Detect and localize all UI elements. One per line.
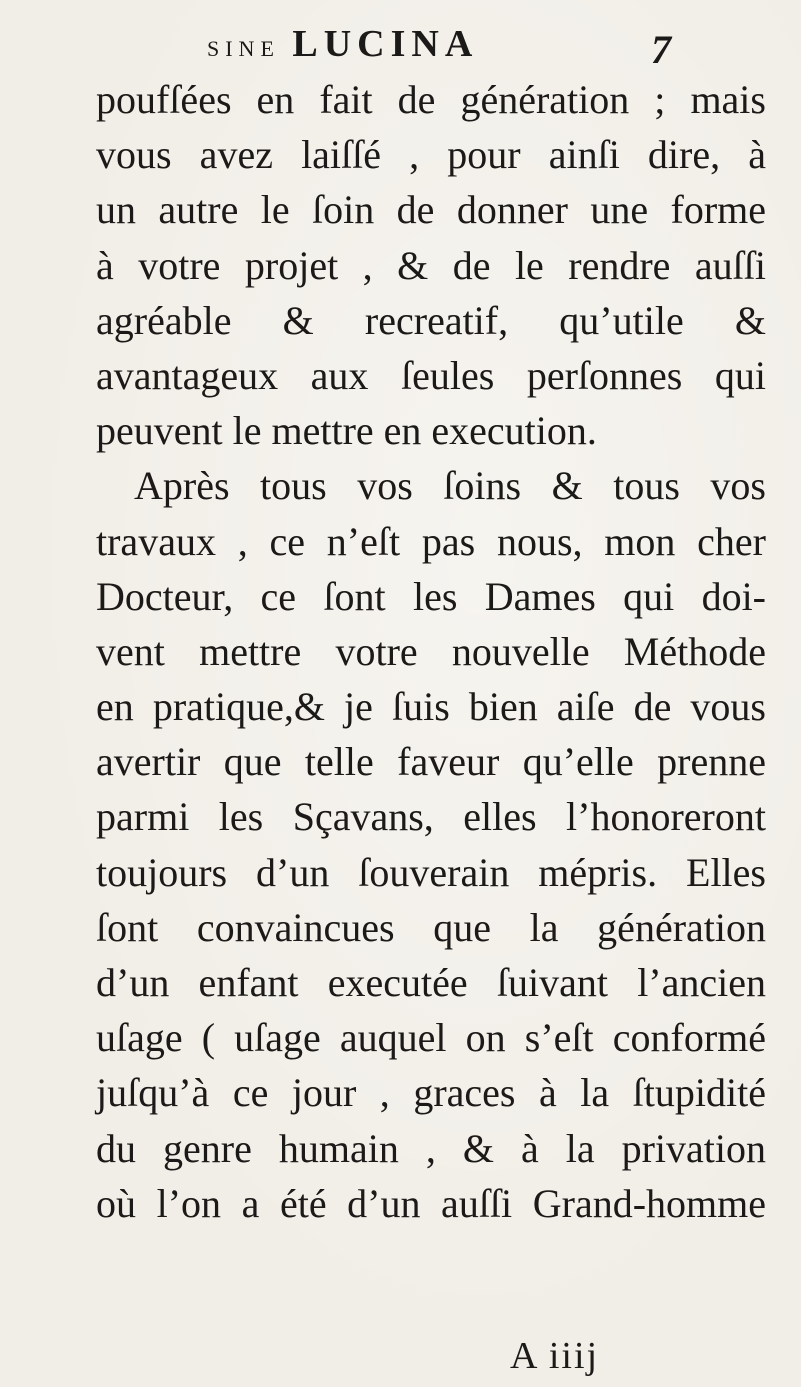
text-line: toujours d’un ſouverain mépris. Elles xyxy=(96,849,766,895)
text-line: avantageux aux ſeules perſonnes qui xyxy=(96,352,766,398)
text-line: ſont convaincues que la génération xyxy=(96,904,766,950)
text-line: parmi les Sçavans, elles l’honoreront xyxy=(96,794,766,840)
text-line: à votre projet , & de le rendre auſſi xyxy=(96,242,766,288)
running-head-word-sine: SINE xyxy=(207,36,280,61)
text-line: vous avez laiſſé , pour ainſi dire, à xyxy=(96,132,766,178)
text-line: peuvent le mettre en execution. xyxy=(96,408,597,454)
text-line: avertir que telle faveur qu’elle prenne xyxy=(96,739,766,785)
signature-mark: A iiij xyxy=(510,1335,600,1377)
text-line: en pratique,& je ſuis bien aiſe de vous xyxy=(96,684,766,730)
text-line: d’un enfant executée ſuivant l’ancien xyxy=(96,960,766,1005)
body-text xyxy=(96,72,766,1231)
page-number: 7 xyxy=(651,27,671,72)
text-line: un autre le ſoin de donner une forme xyxy=(96,187,766,233)
running-head xyxy=(207,22,478,66)
running-head-word-lucina: LUCINA xyxy=(292,23,479,65)
text-line: vent mettre votre nouvelle Méthode xyxy=(96,628,766,674)
text-line: travaux , ce n’eſt pas nous, mon cher xyxy=(96,518,766,564)
text-line: juſqu’à ce jour , graces à la ſtupidité xyxy=(96,1070,766,1116)
text-line: agréable & recreatif, qu’utile & xyxy=(96,297,766,343)
text-line-paragraph-start: Après tous vos ſoins & tous vos xyxy=(134,463,766,509)
text-line: Docteur, ce ſont les Dames qui doi- xyxy=(96,573,766,619)
text-line: poufſées en fait de génération ; mais xyxy=(96,77,766,122)
text-line: uſage ( uſage auquel on s’eſt conformé xyxy=(96,1015,766,1061)
text-line: du genre humain , & à la privation xyxy=(96,1125,766,1171)
text-line: où l’on a été d’un auſſi Grand-homme xyxy=(96,1180,766,1226)
